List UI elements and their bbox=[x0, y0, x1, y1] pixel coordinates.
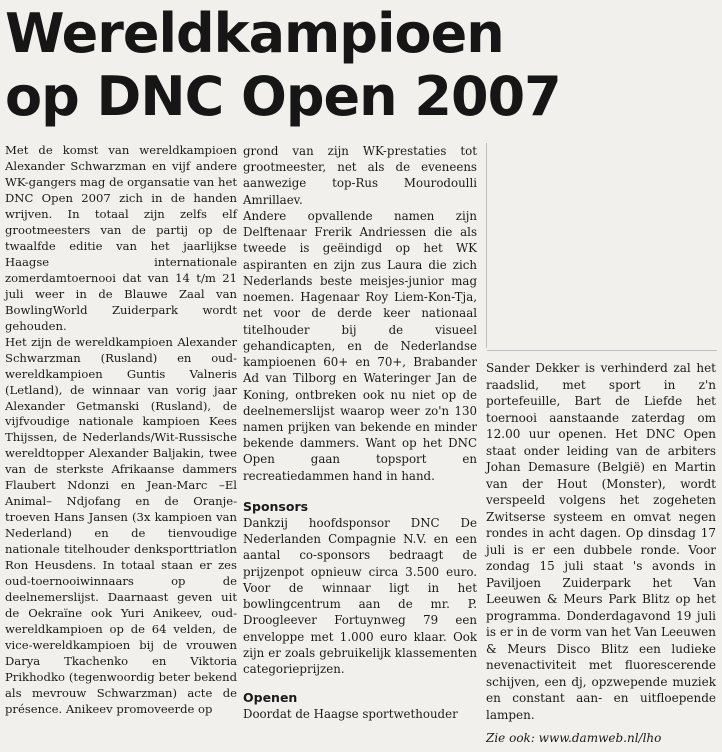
article-headline bbox=[5, 2, 715, 128]
sponsors-heading: Sponsors bbox=[243, 498, 309, 514]
headline-line-2: op DNC Open 2007 bbox=[5, 65, 561, 128]
openen-heading: Openen bbox=[243, 690, 298, 706]
article-column-2 bbox=[243, 143, 477, 723]
article-column-3 bbox=[486, 360, 716, 723]
participants-paragraph: Het zijn de wereldkampioen Alexander Schwarzman (Rusland) en oud-wereldkampioen Guntis Valneris (Letland), de winnaar van vorig jaar Alexander Getmanski (Rusland), de vijfvoudige nationale kampioen Kees Thijssen, de Nederlands/Wit-Russische wereldtopper Alexander Baljakin, twee van de sterkste Afrikaanse dammers Flaubert Ndonzi en Jean-Marc –El Animal– Ndjofang en de Oranje-troeven Hans Jansen (3x kampioen van Nederland) en de tienvoudige nationale titelhouder denksporttriatlon Ron Heusdens. In totaal staan er zes oud-toernooiwinnaars op de deelnemerslijst. Daarnaast geven uit de Oekraïne ook Yuri Anikeev, oud-wereldkampioen op de 64 velden, de vice-wereldkampioen bij de vrouwen Darya Tkachenko en Viktoria Prikhodko (tegenwoordig beter bekend als mevrouw Schwarzman) acte de présence. Anikeev promoveerde op bbox=[5, 334, 237, 716]
reference-link[interactable]: Zie ook: www.damweb.nl/lho bbox=[486, 731, 662, 745]
sponsors-paragraph: Dankzij hoofdsponsor DNC De Nederlanden Compagnie N.V. en een aantal co-sponsors bedraagt de prijzenpot opnieuw circa 3.500 euro. Voor de winnaar ligt in het bowlingcentrum aan de mr. P. Droogleever Fortuynweg 79 een enveloppe met 1.000 euro klaar. Ook zijn er zoals gebruikelijk klassementen categorieprijzen. bbox=[243, 515, 477, 677]
column-divider bbox=[486, 143, 487, 348]
section-divider bbox=[487, 350, 717, 351]
intro-paragraph: Met de komst van wereldkampioen Alexander Schwarzman en vijf andere WK-gangers mag de organsatie van het DNC Open 2007 zich in de handen wrijven. In totaal zijn zelfs elf grootmeesters van de partij op de twaalfde editie van het jaarlijkse Haagse internationale zomerdamtoernooi dat van 14 t/m 21 juli weer in de Blauwe Zaal van BowlingWorld Zuiderpark wordt gehouden. bbox=[5, 143, 237, 333]
column2-paragraph-2: Andere opvallende namen zijn Delftenaar Frerik Andriessen die als tweede is geëindigd op het WK aspiranten en zijn zus Laura die zich Nederlands beste meisjes-junior mag noemen. Hagenaar Roy Liem-Kon-Tja, net voor de derde keer nationaal titelhouder bij de visueel gehandicapten, en de Nederlandse kampioenen 60+ en 70+, Brabander Ad van Tilborg en Wateringer Jan de Koning, ontbreken ook nu niet op de deelnemerslijst waarop weer zo'n 130 namen prijken van bekende en minder bekende dammers. Want op het DNC Open gaan topsport en recreatiedammen hand in hand. bbox=[243, 208, 477, 483]
article-column-1 bbox=[5, 143, 237, 718]
headline-line-1: Wereldkampioen bbox=[5, 2, 504, 65]
column3-paragraph: Sander Dekker is verhinderd zal het raadslid, met sport in z'n portefeuille, Bart de Liefde het toernooi aanstaande zaterdag om 12.00 uur openen. Het DNC Open staat onder leiding van de arbiters Johan Demasure (België) en Martin van der Hout (Monster), wordt verspeeld volgens het zogeheten Zwitserse systeem en omvat negen rondes in acht dagen. Op dinsdag 17 juli is er een dubbele ronde. Voor zondag 15 juli staat 's avonds in Paviljoen Zuiderpark het Van Leeuwen & Meurs Park Blitz op het programma. Donderdagavond 19 juli is er in de vorm van het Van Leeuwen & Meurs Disco Blitz een ludieke nevenactiviteit met fluorescerende schijven, een dj, opzwepende muziek en constant aan- en uitfloepende lampen. bbox=[486, 361, 716, 722]
openen-paragraph: Doordat de Haagse sportwethouder bbox=[243, 707, 458, 722]
column2-paragraph-1: grond van zijn WK-prestaties tot grootmeester, net als de eveneens aanwezige top-Rus Mourodoulli Amrillaev. bbox=[243, 144, 477, 207]
